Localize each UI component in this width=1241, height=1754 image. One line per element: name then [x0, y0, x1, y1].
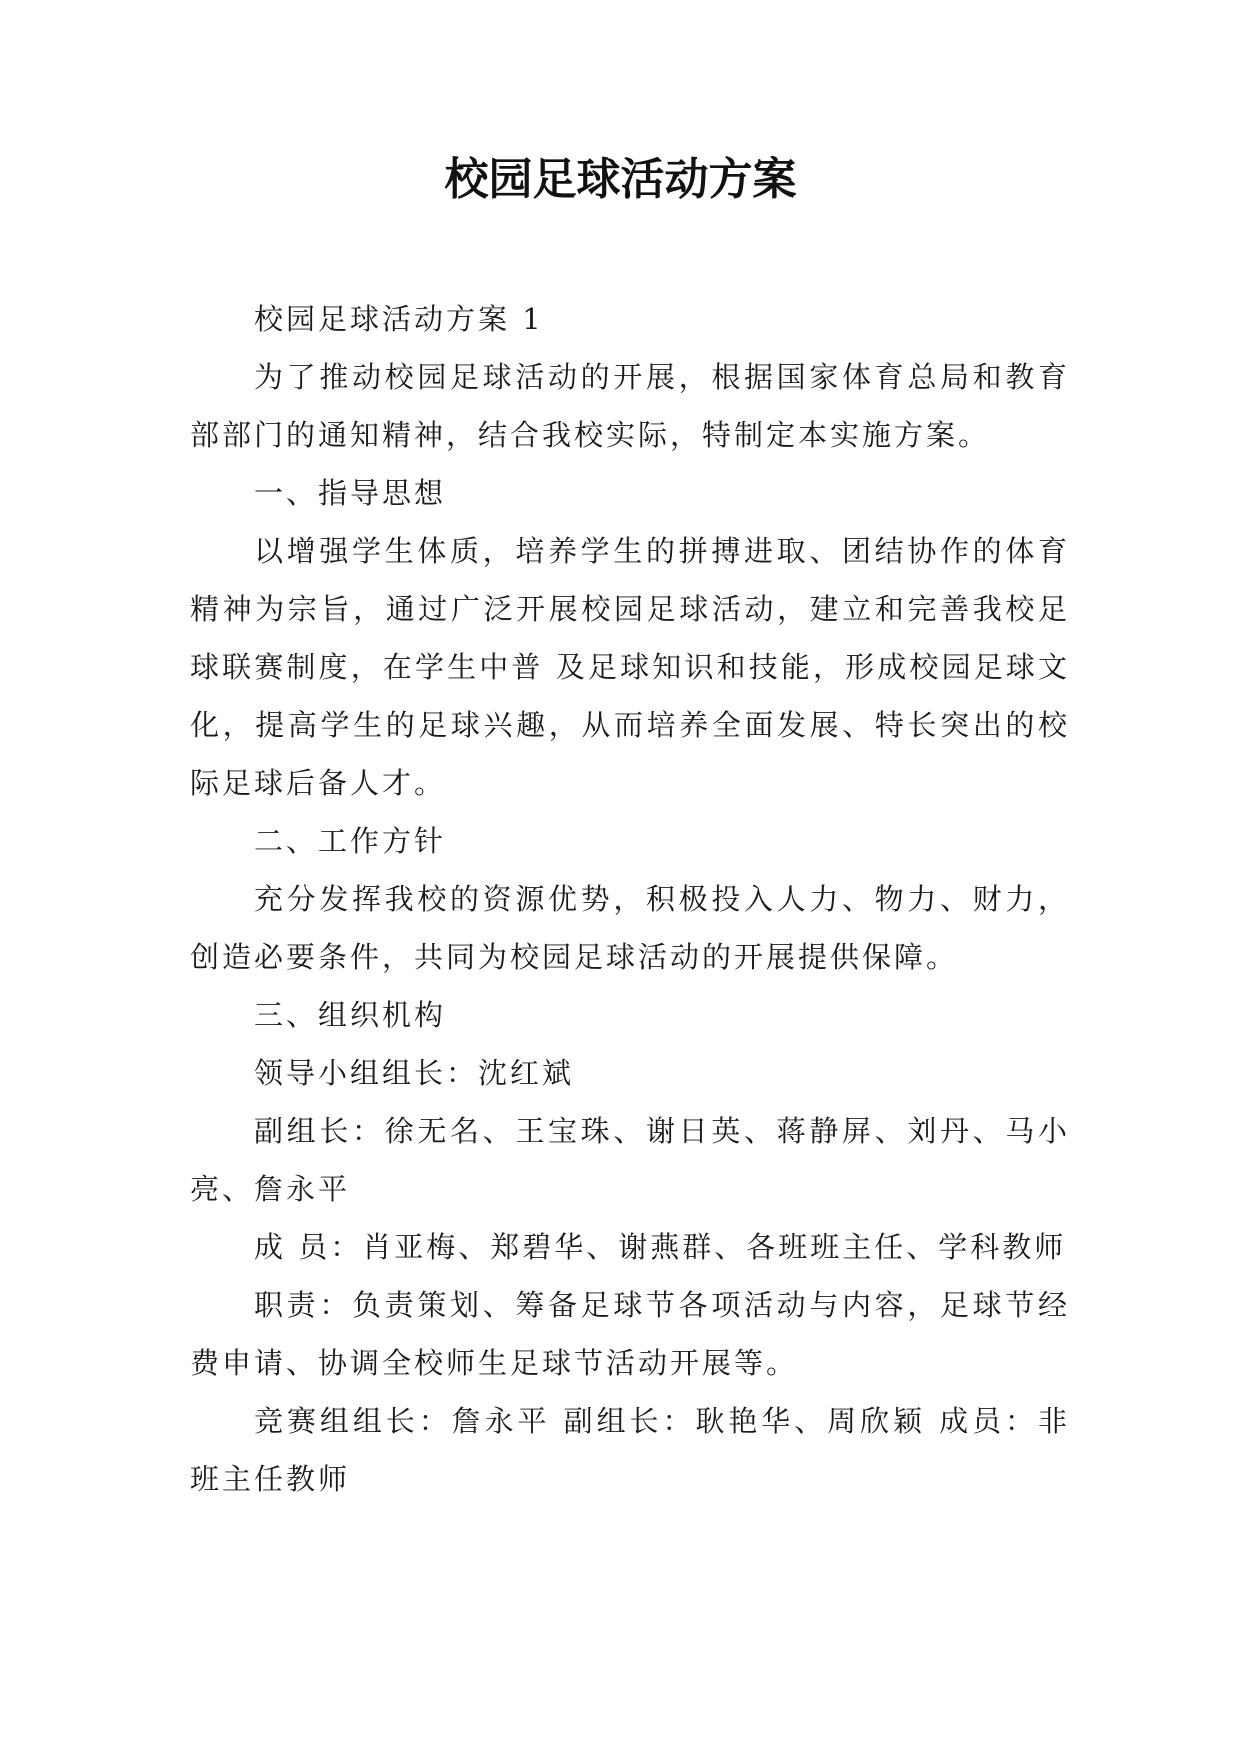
paragraph-duties: 职责：负责策划、筹备足球节各项活动与内容，足球节经费申请、协调全校师生足球节活动开展等。 [190, 1288, 1070, 1380]
paragraph-guiding-ideology: 以增强学生体质，培养学生的拼搏进取、团结协作的体育精神为宗旨，通过广泛开展校园足球活动，建立和完善我校足球联赛制度，在学生中普 及足球知识和技能，形成校园足球文化，提高学生的足球兴趣，从而培养全面发展、特长突出的校际足球后备人才。 [190, 534, 1070, 800]
paragraph-competition-group: 竞赛组组长：詹永平 副组长：耿艳华、周欣颖 成员：非班主任教师 [190, 1404, 1070, 1496]
paragraph-deputy-leaders: 副组长：徐无名、王宝珠、谢日英、蒋静屏、刘丹、马小亮、詹永平 [190, 1114, 1070, 1206]
paragraph-work-policy: 充分发挥我校的资源优势，积极投入人力、物力、财力，创造必要条件，共同为校园足球活动的开展提供保障。 [190, 882, 1070, 974]
heading-work-policy: 二、工作方针 [254, 824, 447, 858]
document-body [190, 290, 1070, 1508]
paragraph-leader: 领导小组组长：沈红斌 [254, 1056, 575, 1090]
paragraph-members: 成 员：肖亚梅、郑碧华、谢燕群、各班班主任、学科教师 [254, 1230, 1067, 1264]
heading-guiding-ideology: 一、指导思想 [254, 476, 447, 510]
document-title: 校园足球活动方案 [444, 154, 797, 205]
heading-organization: 三、组织机构 [254, 998, 447, 1032]
paragraph-section-title: 校园足球活动方案 1 [254, 302, 544, 336]
paragraph-intro: 为了推动校园足球活动的开展，根据国家体育总局和教育部部门的通知精神，结合我校实际，特制定本实施方案。 [190, 360, 1070, 452]
